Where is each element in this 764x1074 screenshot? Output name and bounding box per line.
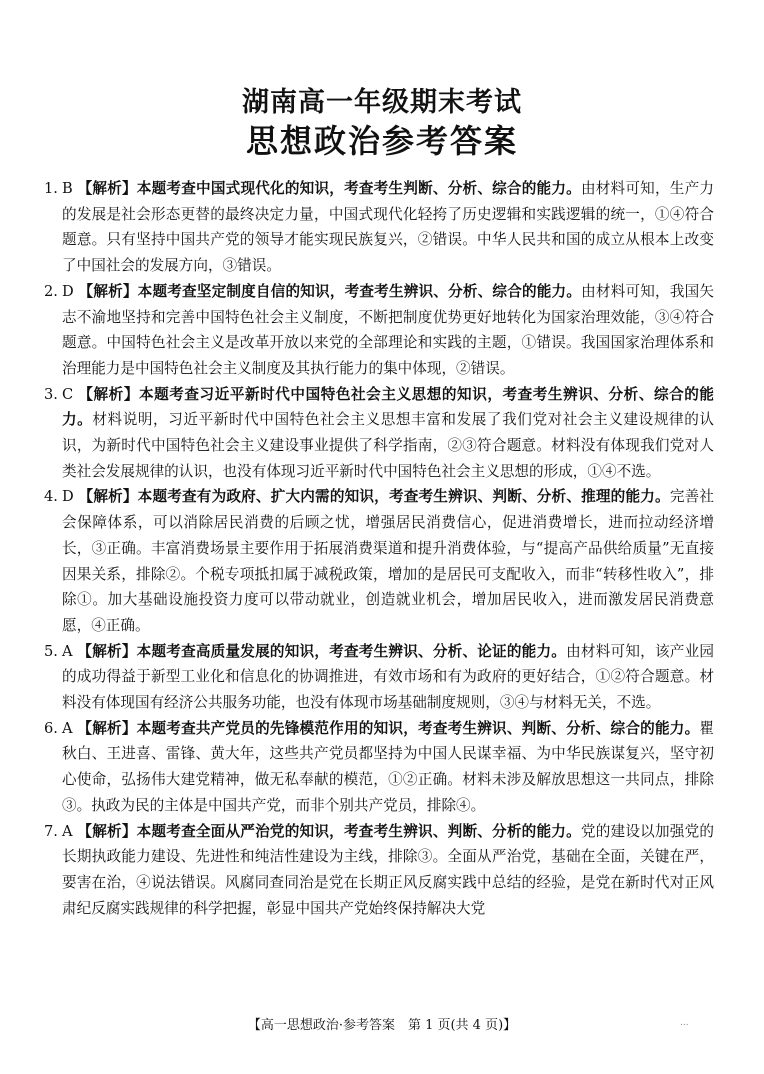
answer-list — [44, 176, 714, 921]
answer-letter: D — [62, 488, 74, 506]
analysis-body: 党的建设以加强党的长期执政能力建设、先进性和纯洁性建设为主线，排除③。全面从严治党，基础在全面，关键在严，要害在治，④说法错误。风腐同查同治是党在长期正风反腐实践中总结的经验，是党在新时代对正风肃纪反腐实践规律的科学把握，彰显中国共产党始终保持解决大党 — [62, 822, 714, 917]
answer-item-1 — [44, 176, 714, 279]
answer-letter: A — [62, 719, 73, 737]
item-number: 3. — [44, 385, 58, 403]
exam-subtitle: 思想政治参考答案 — [245, 122, 518, 160]
analysis-body: 由材料可知，生产力的发展是社会形态更替的最终决定力量，中国式现代化轻挎了历史逻辑和实践逻辑的统一，①④符合题意。只有坚持中国共产党的领导才能实现民族复兴，②错误。中华人民共和国的成立从根本上改变了中国社会的发展方向，③错误。 — [62, 180, 714, 275]
analysis-lead: 【解析】本题考查有为政府、扩大内需的知识，考查考生辨识、判断、分析、推理的能力。 — [78, 488, 670, 506]
analysis-body: 完善社会保障体系，可以消除居民消费的后顾之忧，增强居民消费信心，促进消费增长，进而拉动经济增长，③正确。丰富消费场景主要作用于拓展消费渠道和提升消费体验，与“提高产品供给质量”无直接因果关系，排除②。个税专项抵扣属于减税政策，增加的是居民可支配收入，而非“转移性收入”，排除①。加大基础设施投资力度可以带动就业，创造就业机会，增加居民收入，进而激发居民消费意愿，④正确。 — [62, 488, 714, 634]
answer-letter: A — [62, 822, 73, 840]
analysis-body: 瞿秋白、王进喜、雷锋、黄大年，这些共产党员都坚持为中国人民谋幸福、为中华民族谋复兴，坚守初心使命，弘扬伟大建党精神，做无私奉献的模范，①②正确。材料未涉及解放思想这一共同点，排除③。执政为民的主体是中国共产党，而非个别共产党员，排除④。 — [62, 719, 714, 814]
item-number: 4. — [44, 488, 58, 506]
answer-letter: C — [62, 385, 74, 403]
exam-title: 湖南高一年级期末考试 — [242, 87, 522, 118]
analysis-lead: 【解析】本题考查中国式现代化的知识，考查考生判断、分析、综合的能力。 — [77, 180, 581, 197]
item-number: 5. — [44, 642, 58, 660]
answer-item-7 — [44, 819, 714, 922]
answer-item-5 — [44, 639, 714, 716]
page-footer: 【高一思想政治·参考答案 第 1 页(共 4 页)】 — [247, 1018, 517, 1033]
answer-item-3 — [44, 382, 714, 485]
analysis-lead: 【解析】本题考查共产党员的先锋模范作用的知识，考查考生辨识、判断、分析、综合的能力。 — [77, 719, 700, 737]
answer-item-2 — [44, 279, 714, 382]
item-number: 2. — [44, 282, 58, 300]
answer-letter: B — [62, 180, 73, 197]
item-number: 1. — [44, 180, 58, 197]
item-number: 7. — [44, 822, 58, 840]
analysis-body: 由材料可知，我国矢志不渝地坚持和完善中国特色社会主义制度，不断把制度优势更好地转化为国家治理效能，③④符合题意。中国特色社会主义是改革开放以来党的全部理论和实践的主题，①错误。我国国家治理体系和治理能力是中国特色社会主义制度及其执行能力的集中体现，②错误。 — [62, 282, 714, 377]
item-number: 6. — [44, 719, 58, 737]
answer-letter: A — [62, 642, 73, 660]
analysis-lead: 【解析】本题考查全面从严治党的知识，考查考生辨识、判断、分析的能力。 — [77, 822, 581, 840]
answer-letter: D — [62, 282, 74, 300]
corner-mark: ... — [680, 1018, 689, 1028]
answer-item-6 — [44, 716, 714, 819]
analysis-lead: 【解析】本题考查坚定制度自信的知识，考查考生辨识、分析、综合的能力。 — [78, 282, 582, 300]
analysis-lead: 【解析】本题考查高质量发展的知识，考查考生辨识、分析、论证的能力。 — [77, 642, 567, 660]
analysis-body: 由材料可知，该产业园的成功得益于新型工业化和信息化的协调推进，有效市场和有为政府的更好结合，①②符合题意。材料没有体现国有经济公共服务功能，也没有体现市场基础制度规则，③④与材料无关，不选。 — [62, 642, 714, 712]
answer-item-4 — [44, 484, 714, 638]
analysis-body: 材料说明，习近平新时代中国特色社会主义思想丰富和发展了我们党对社会主义建设规律的认识，为新时代中国特色社会主义建设事业提供了科学指南，②③符合题意。材料没有体现我们党对人类社会发展规律的认识，也没有体现习近平新时代中国特色社会主义思想的形成，①④不选。 — [62, 411, 714, 480]
analysis-lead: 【解析】本题考查习近平新时代中国特色社会主义思想的知识，考查考生辨识、分析、综合的能力。 — [62, 385, 714, 429]
